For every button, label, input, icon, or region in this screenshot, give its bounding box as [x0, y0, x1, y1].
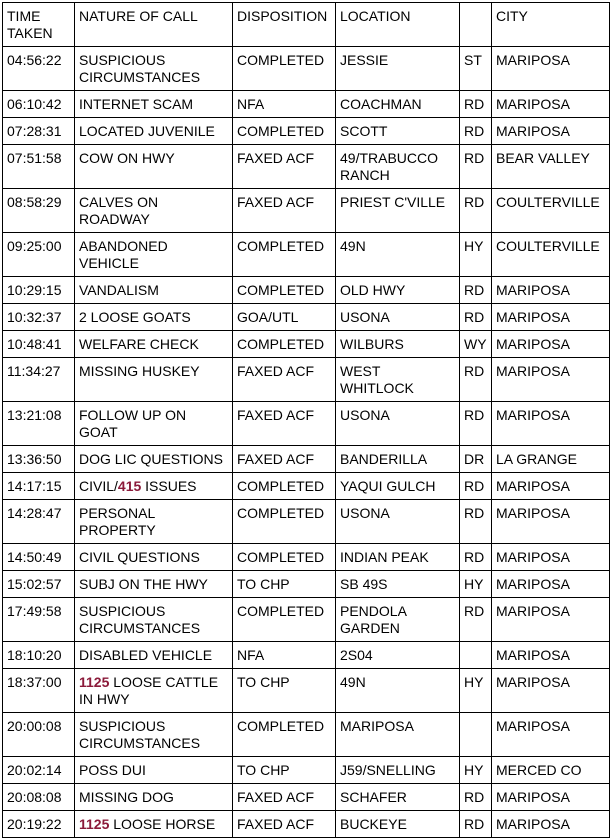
- nature-cell: 2 LOOSE GOATS: [75, 304, 233, 331]
- location-cell: BUCKEYE: [336, 811, 460, 838]
- suffix-cell: RD: [460, 358, 492, 402]
- suffix-cell: RD: [460, 784, 492, 811]
- city-cell: MARIPOSA: [492, 784, 610, 811]
- time-cell: 06:10:42: [3, 91, 75, 118]
- code-highlight: 1125: [79, 674, 110, 690]
- time-cell: 09:25:00: [3, 233, 75, 277]
- location-cell: WEST WHITLOCK: [336, 358, 460, 402]
- city-cell: MARIPOSA: [492, 358, 610, 402]
- nature-cell: FOLLOW UP ON GOAT: [75, 402, 233, 446]
- location-cell: USONA: [336, 402, 460, 446]
- location-cell: USONA: [336, 304, 460, 331]
- code-highlight: 1125: [79, 816, 110, 832]
- disposition-cell: COMPLETED: [233, 473, 336, 500]
- time-cell: 18:37:00: [3, 669, 75, 713]
- city-cell: MERCED CO: [492, 757, 610, 784]
- nature-cell: MISSING HUSKEY: [75, 358, 233, 402]
- nature-cell: PERSONAL PROPERTY: [75, 500, 233, 544]
- table-row: [3, 277, 610, 304]
- nature-cell: VANDALISM: [75, 277, 233, 304]
- disposition-cell: GOA/UTL: [233, 304, 336, 331]
- header-location: LOCATION: [336, 3, 460, 47]
- disposition-cell: FAXED ACF: [233, 811, 336, 838]
- suffix-cell: RD: [460, 91, 492, 118]
- nature-cell: INTERNET SCAM: [75, 91, 233, 118]
- table-row: [3, 446, 610, 473]
- location-cell: YAQUI GULCH: [336, 473, 460, 500]
- time-cell: 20:08:08: [3, 784, 75, 811]
- suffix-cell: RD: [460, 304, 492, 331]
- table-row: [3, 189, 610, 233]
- time-cell: 13:36:50: [3, 446, 75, 473]
- city-cell: MARIPOSA: [492, 473, 610, 500]
- table-row: [3, 571, 610, 598]
- nature-cell: CIVIL QUESTIONS: [75, 544, 233, 571]
- nature-cell: [75, 811, 233, 838]
- disposition-cell: COMPLETED: [233, 233, 336, 277]
- nature-text: CIVIL/: [79, 478, 118, 494]
- suffix-cell: RD: [460, 118, 492, 145]
- location-cell: SCHAFER: [336, 784, 460, 811]
- disposition-cell: TO CHP: [233, 669, 336, 713]
- disposition-cell: FAXED ACF: [233, 189, 336, 233]
- time-cell: 04:56:22: [3, 47, 75, 91]
- table-row: [3, 331, 610, 358]
- city-cell: MARIPOSA: [492, 47, 610, 91]
- location-cell: J59/SNELLING: [336, 757, 460, 784]
- time-cell: 13:21:08: [3, 402, 75, 446]
- table-row: [3, 118, 610, 145]
- suffix-cell: WY: [460, 331, 492, 358]
- table-row: [3, 669, 610, 713]
- nature-cell: SUSPICIOUS CIRCUMSTANCES: [75, 713, 233, 757]
- code-highlight: 415: [117, 478, 142, 494]
- city-cell: MARIPOSA: [492, 118, 610, 145]
- table-row: [3, 811, 610, 838]
- nature-cell: SUBJ ON THE HWY: [75, 571, 233, 598]
- table-row: [3, 233, 610, 277]
- suffix-cell: RD: [460, 544, 492, 571]
- location-cell: 49N: [336, 233, 460, 277]
- suffix-cell: RD: [460, 402, 492, 446]
- disposition-cell: NFA: [233, 91, 336, 118]
- nature-cell: LOCATED JUVENILE: [75, 118, 233, 145]
- table-row: [3, 402, 610, 446]
- nature-cell: MISSING DOG: [75, 784, 233, 811]
- time-cell: 07:28:31: [3, 118, 75, 145]
- nature-cell: COW ON HWY: [75, 145, 233, 189]
- suffix-cell: ST: [460, 47, 492, 91]
- suffix-cell: RD: [460, 277, 492, 304]
- city-cell: LA GRANGE: [492, 446, 610, 473]
- time-cell: 14:17:15: [3, 473, 75, 500]
- table-row: [3, 642, 610, 669]
- call-log-table: [2, 2, 610, 838]
- table-row: [3, 91, 610, 118]
- table-row: [3, 500, 610, 544]
- city-cell: MARIPOSA: [492, 277, 610, 304]
- table-row: [3, 784, 610, 811]
- time-cell: 14:50:49: [3, 544, 75, 571]
- nature-text: LOOSE CATTLE IN HWY: [79, 674, 222, 707]
- table-row: [3, 145, 610, 189]
- nature-cell: [75, 669, 233, 713]
- nature-cell: WELFARE CHECK: [75, 331, 233, 358]
- table-row: [3, 304, 610, 331]
- time-cell: 08:58:29: [3, 189, 75, 233]
- disposition-cell: FAXED ACF: [233, 784, 336, 811]
- header-city: CITY: [492, 3, 610, 47]
- disposition-cell: NFA: [233, 642, 336, 669]
- time-cell: 14:28:47: [3, 500, 75, 544]
- disposition-cell: FAXED ACF: [233, 402, 336, 446]
- suffix-cell: RD: [460, 811, 492, 838]
- city-cell: MARIPOSA: [492, 91, 610, 118]
- disposition-cell: COMPLETED: [233, 118, 336, 145]
- disposition-cell: FAXED ACF: [233, 145, 336, 189]
- disposition-cell: COMPLETED: [233, 713, 336, 757]
- time-cell: 15:02:57: [3, 571, 75, 598]
- suffix-cell: [460, 713, 492, 757]
- time-cell: 18:10:20: [3, 642, 75, 669]
- suffix-cell: RD: [460, 500, 492, 544]
- disposition-cell: COMPLETED: [233, 500, 336, 544]
- location-cell: SB 49S: [336, 571, 460, 598]
- header-disposition: DISPOSITION: [233, 3, 336, 47]
- location-cell: 2S04: [336, 642, 460, 669]
- city-cell: MARIPOSA: [492, 544, 610, 571]
- suffix-cell: HY: [460, 571, 492, 598]
- city-cell: MARIPOSA: [492, 500, 610, 544]
- city-cell: MARIPOSA: [492, 331, 610, 358]
- city-cell: BEAR VALLEY: [492, 145, 610, 189]
- location-cell: BANDERILLA: [336, 446, 460, 473]
- city-cell: MARIPOSA: [492, 669, 610, 713]
- time-cell: 20:00:08: [3, 713, 75, 757]
- suffix-cell: RD: [460, 473, 492, 500]
- table-row: [3, 713, 610, 757]
- city-cell: COULTERVILLE: [492, 189, 610, 233]
- disposition-cell: COMPLETED: [233, 277, 336, 304]
- location-cell: 49N: [336, 669, 460, 713]
- city-cell: MARIPOSA: [492, 811, 610, 838]
- location-cell: PRIEST C'VILLE: [336, 189, 460, 233]
- location-cell: INDIAN PEAK: [336, 544, 460, 571]
- nature-cell: POSS DUI: [75, 757, 233, 784]
- header-row: [3, 3, 610, 47]
- location-cell: USONA: [336, 500, 460, 544]
- nature-cell: DISABLED VEHICLE: [75, 642, 233, 669]
- time-cell: 07:51:58: [3, 145, 75, 189]
- disposition-cell: COMPLETED: [233, 544, 336, 571]
- suffix-cell: HY: [460, 757, 492, 784]
- city-cell: MARIPOSA: [492, 402, 610, 446]
- location-cell: WILBURS: [336, 331, 460, 358]
- disposition-cell: COMPLETED: [233, 598, 336, 642]
- disposition-cell: FAXED ACF: [233, 446, 336, 473]
- suffix-cell: RD: [460, 145, 492, 189]
- nature-cell: SUSPICIOUS CIRCUMSTANCES: [75, 47, 233, 91]
- city-cell: COULTERVILLE: [492, 233, 610, 277]
- nature-cell: CALVES ON ROADWAY: [75, 189, 233, 233]
- location-cell: 49/TRABUCCO RANCH: [336, 145, 460, 189]
- table-row: [3, 598, 610, 642]
- location-cell: SCOTT: [336, 118, 460, 145]
- city-cell: MARIPOSA: [492, 598, 610, 642]
- table-row: [3, 358, 610, 402]
- city-cell: MARIPOSA: [492, 713, 610, 757]
- nature-cell: [75, 473, 233, 500]
- nature-text: LOOSE HORSE: [109, 816, 216, 832]
- nature-cell: ABANDONED VEHICLE: [75, 233, 233, 277]
- suffix-cell: RD: [460, 598, 492, 642]
- table-row: [3, 757, 610, 784]
- disposition-cell: FAXED ACF: [233, 358, 336, 402]
- nature-cell: DOG LIC QUESTIONS: [75, 446, 233, 473]
- location-cell: JESSIE: [336, 47, 460, 91]
- time-cell: 11:34:27: [3, 358, 75, 402]
- header-nature: NATURE OF CALL: [75, 3, 233, 47]
- suffix-cell: HY: [460, 669, 492, 713]
- disposition-cell: COMPLETED: [233, 47, 336, 91]
- suffix-cell: [460, 642, 492, 669]
- city-cell: MARIPOSA: [492, 571, 610, 598]
- location-cell: MARIPOSA: [336, 713, 460, 757]
- time-cell: 20:19:22: [3, 811, 75, 838]
- disposition-cell: TO CHP: [233, 757, 336, 784]
- location-cell: OLD HWY: [336, 277, 460, 304]
- time-cell: 10:29:15: [3, 277, 75, 304]
- city-cell: MARIPOSA: [492, 642, 610, 669]
- table-row: [3, 47, 610, 91]
- suffix-cell: HY: [460, 233, 492, 277]
- time-cell: 10:48:41: [3, 331, 75, 358]
- city-cell: MARIPOSA: [492, 304, 610, 331]
- nature-text: ISSUES: [141, 478, 197, 494]
- disposition-cell: COMPLETED: [233, 331, 336, 358]
- table-row: [3, 473, 610, 500]
- header-time: TIME TAKEN: [3, 3, 75, 47]
- suffix-cell: RD: [460, 189, 492, 233]
- time-cell: 20:02:14: [3, 757, 75, 784]
- time-cell: 17:49:58: [3, 598, 75, 642]
- location-cell: PENDOLA GARDEN: [336, 598, 460, 642]
- table-row: [3, 544, 610, 571]
- header-suffix: [460, 3, 492, 47]
- time-cell: 10:32:37: [3, 304, 75, 331]
- location-cell: COACHMAN: [336, 91, 460, 118]
- suffix-cell: DR: [460, 446, 492, 473]
- nature-cell: SUSPICIOUS CIRCUMSTANCES: [75, 598, 233, 642]
- disposition-cell: TO CHP: [233, 571, 336, 598]
